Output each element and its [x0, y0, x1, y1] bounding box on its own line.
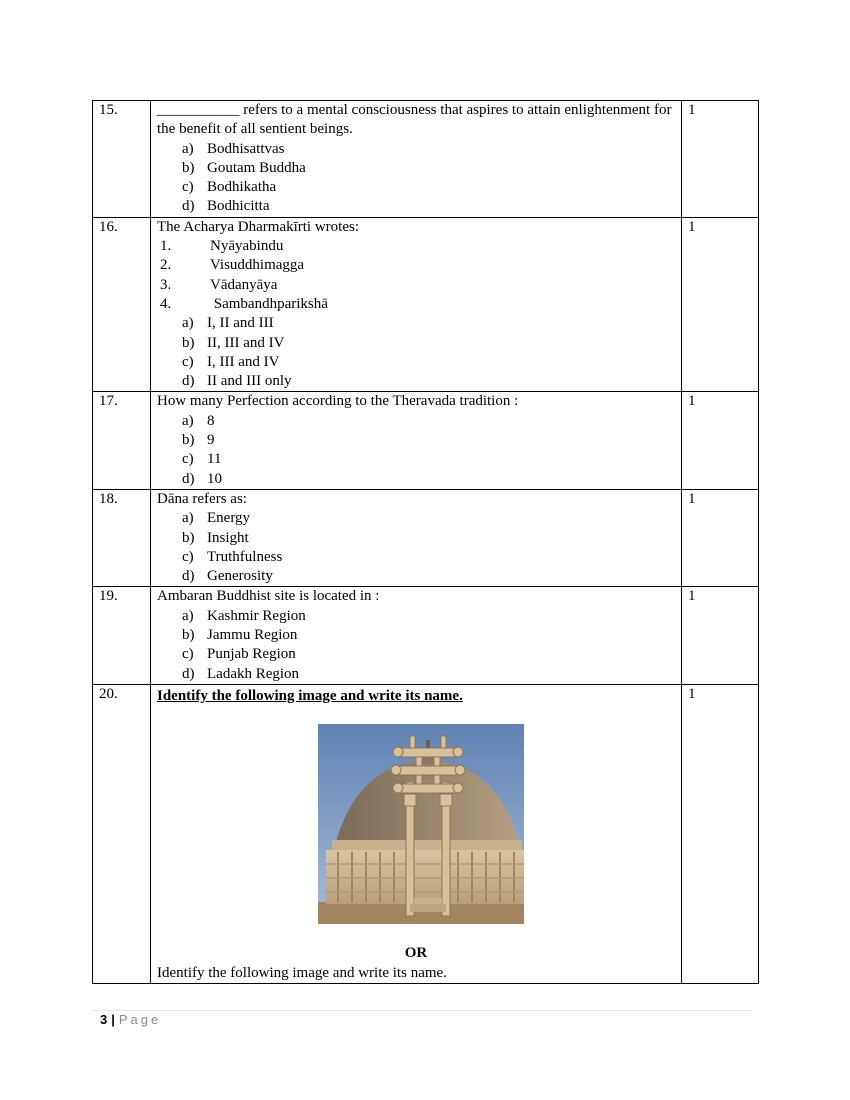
- question-marks: 1: [682, 489, 759, 586]
- option-text: Energy: [207, 510, 251, 527]
- option-text: II, III and IV: [207, 334, 285, 351]
- option-label: d): [182, 665, 195, 682]
- option-text: II and III only: [207, 373, 292, 390]
- list-item-label: 3.: [160, 276, 172, 293]
- option: [157, 509, 675, 528]
- option-label: d): [182, 373, 195, 390]
- question-stem: The Acharya Dharmakīrti wrotes:: [157, 218, 360, 235]
- option-label: b): [182, 432, 195, 449]
- option: [157, 450, 675, 469]
- option-label: d): [182, 198, 195, 215]
- stupa-image-container: [157, 706, 675, 940]
- question-stem: Ambaran Buddhist site is located in :: [157, 588, 380, 605]
- question-body: [151, 101, 682, 218]
- question-number: 19.: [93, 587, 151, 684]
- question-marks: 1: [682, 217, 759, 392]
- question-row: [93, 684, 759, 983]
- option-text: Ladakh Region: [207, 665, 300, 682]
- question-table: [92, 100, 759, 984]
- option: [157, 334, 675, 353]
- list-item-label: 1.: [160, 238, 172, 255]
- option: [157, 567, 675, 586]
- option-text: Bodhikatha: [207, 179, 277, 196]
- question-body: [151, 489, 682, 586]
- list-item: [157, 237, 675, 256]
- list-item: [157, 276, 675, 295]
- page-footer: [100, 1012, 161, 1027]
- option-label: a): [182, 412, 194, 429]
- question-number: 18.: [93, 489, 151, 586]
- list-item: [157, 295, 675, 314]
- option-label: d): [182, 568, 195, 585]
- option: [157, 470, 675, 489]
- option: [157, 529, 675, 548]
- option: [157, 159, 675, 178]
- option-label: c): [182, 646, 194, 663]
- option-text: 9: [207, 432, 215, 449]
- question-row: [93, 587, 759, 684]
- question-stem: Identify the following image and write its name.: [157, 687, 463, 704]
- question-row: [93, 489, 759, 586]
- list-item-label: 4.: [160, 295, 172, 312]
- option-text: I, III and IV: [207, 353, 280, 370]
- list-item-text: Sambandhparikshā: [210, 295, 328, 312]
- option: [157, 197, 675, 216]
- option-text: Punjab Region: [207, 646, 296, 663]
- question-marks: 1: [682, 684, 759, 983]
- option: [157, 431, 675, 450]
- option: [157, 372, 675, 391]
- alternate-question-stem: Identify the following image and write its name.: [157, 964, 447, 981]
- option-text: 10: [207, 470, 222, 487]
- question-row: [93, 217, 759, 392]
- option-label: b): [182, 627, 195, 644]
- option-label: b): [182, 334, 195, 351]
- question-marks: 1: [682, 392, 759, 489]
- option-label: b): [182, 529, 195, 546]
- option-label: a): [182, 510, 194, 527]
- stupa-photo: [318, 724, 524, 924]
- option-label: d): [182, 470, 195, 487]
- option: [157, 626, 675, 645]
- question-row: [93, 101, 759, 218]
- option-text: Goutam Buddha: [207, 159, 306, 176]
- footer-divider: [92, 1010, 752, 1011]
- option-label: c): [182, 353, 194, 370]
- footer-separator: |: [111, 1012, 115, 1027]
- question-stem: Dāna refers as:: [157, 490, 247, 507]
- question-stem: ___________ refers to a mental consciousness that aspires to attain enlightenment for the benefit of all sentient beings.: [157, 102, 672, 138]
- question-body: [151, 217, 682, 392]
- list-item-label: 2.: [160, 257, 172, 274]
- option: [157, 140, 675, 159]
- option-text: Generosity: [207, 568, 273, 585]
- option: [157, 314, 675, 333]
- option-label: a): [182, 315, 194, 332]
- option: [157, 607, 675, 626]
- question-number: 20.: [93, 684, 151, 983]
- option-text: Insight: [207, 529, 249, 546]
- list-item-text: Vādanyāya: [210, 276, 278, 293]
- option: [157, 353, 675, 372]
- option-label: c): [182, 451, 194, 468]
- option-text: 8: [207, 412, 215, 429]
- option-label: a): [182, 140, 194, 157]
- option: [157, 665, 675, 684]
- question-body: [151, 587, 682, 684]
- question-marks: 1: [682, 587, 759, 684]
- question-number: 17.: [93, 392, 151, 489]
- option-text: Bodhicitta: [207, 198, 270, 215]
- option-text: Jammu Region: [207, 627, 298, 644]
- or-label: OR: [404, 945, 428, 962]
- question-body: [151, 684, 682, 983]
- question-row: [93, 392, 759, 489]
- option: [157, 548, 675, 567]
- option-label: a): [182, 607, 194, 624]
- page-number: 3: [100, 1012, 108, 1027]
- list-item-text: Nyāyabindu: [210, 238, 284, 255]
- page-word: Page: [118, 1012, 162, 1027]
- option: [157, 645, 675, 664]
- option-text: I, II and III: [207, 315, 274, 332]
- option-text: Truthfulness: [207, 548, 283, 565]
- question-number: 15.: [93, 101, 151, 218]
- question-stem: How many Perfection according to the Theravada tradition :: [157, 393, 519, 410]
- option-text: Bodhisattvas: [207, 140, 285, 157]
- option: [157, 412, 675, 431]
- list-item-text: Visuddhimagga: [210, 257, 305, 274]
- option-text: Kashmir Region: [207, 607, 306, 624]
- option: [157, 178, 675, 197]
- option-text: 11: [207, 451, 222, 468]
- question-marks: 1: [682, 101, 759, 218]
- question-number: 16.: [93, 217, 151, 392]
- option-label: c): [182, 548, 194, 565]
- option-label: c): [182, 179, 194, 196]
- option-label: b): [182, 159, 195, 176]
- question-body: [151, 392, 682, 489]
- list-item: [157, 256, 675, 275]
